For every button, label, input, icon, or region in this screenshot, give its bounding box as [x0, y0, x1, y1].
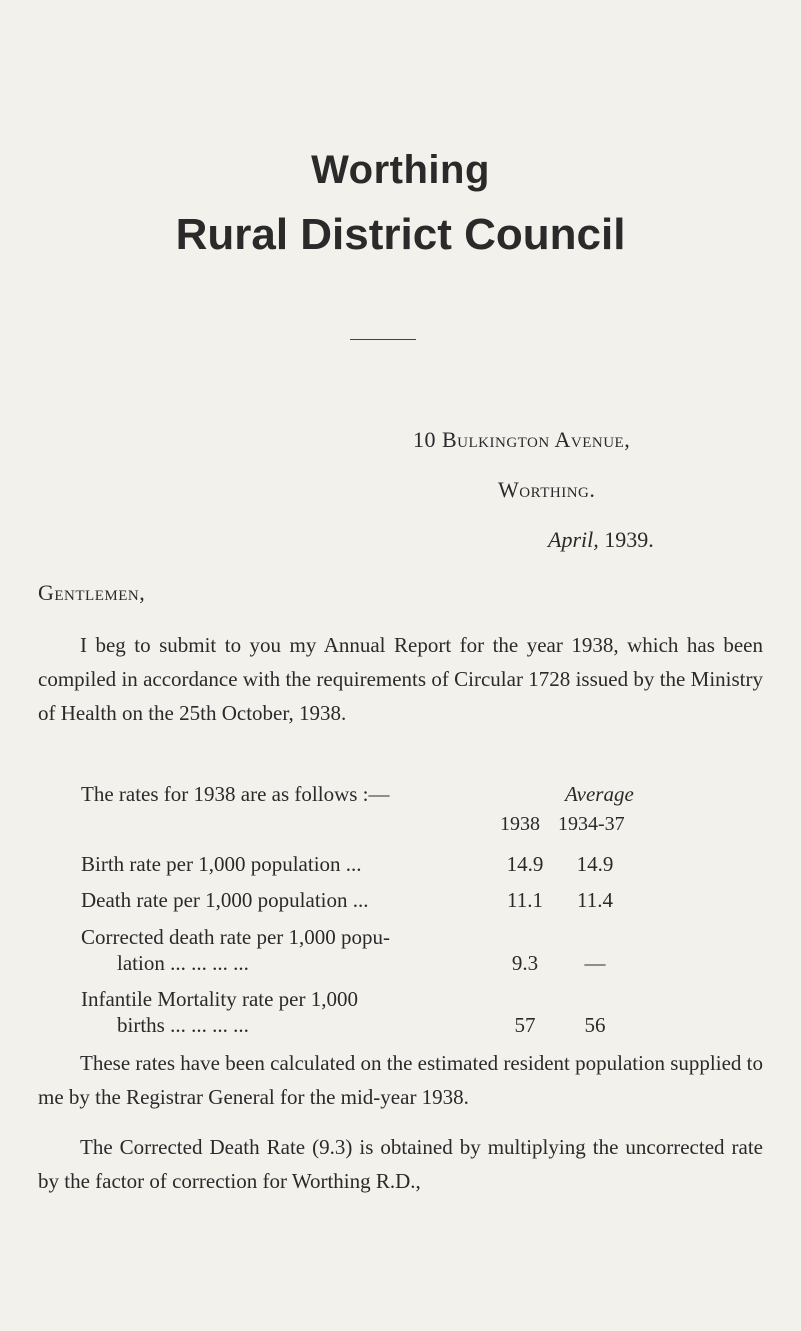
column-header-year: 1938 [500, 813, 540, 835]
column-header-range: 1934-37 [558, 813, 625, 835]
column-header-average: Average [565, 782, 634, 806]
rate-row-label: Birth rate per 1,000 population ... [81, 852, 362, 876]
rates-intro: The rates for 1938 are as follows :— [81, 782, 390, 806]
paragraph-intro: I beg to submit to you my Annual Report for the year 1938, which has been compiled in accordance with the requirements of Circular 1728 issued by the Ministry of Health on the 25th October, 1938. [38, 633, 763, 725]
date-month: April, [548, 527, 599, 552]
rate-row-average-value: — [584, 951, 606, 975]
council-title-rural-district: Rural District Council [175, 210, 626, 259]
date-year: 1939. [604, 527, 654, 552]
rate-row-average-value: 14.9 [576, 852, 614, 876]
rate-row-label: Corrected death rate per 1,000 popu- [81, 925, 391, 949]
letter-date [548, 527, 654, 553]
paragraph-corrected-rate: The Corrected Death Rate (9.3) is obtained by multiplying the uncorrected rate by the factor of correction for Worthing R.D., [38, 1135, 763, 1193]
rate-row-label: Infantile Mortality rate per 1,000 [81, 987, 358, 1011]
rate-row-1938-value: 14.9 [506, 852, 544, 876]
council-title-worthing: Worthing [311, 148, 490, 192]
rate-row-average-value: 11.4 [577, 888, 613, 912]
rate-row-label: Death rate per 1,000 population ... [81, 888, 369, 912]
rate-row-average-value: 56 [584, 1013, 606, 1037]
address-line-2: Worthing. [498, 477, 596, 502]
address-line-1: 10 Bulkington Avenue, [413, 427, 631, 452]
rate-row-1938-value: 11.1 [507, 888, 543, 912]
rate-row-label-continued: lation ... ... ... ... [117, 951, 249, 975]
greeting: Gentlemen, [38, 580, 146, 605]
rate-row-1938-value: 9.3 [511, 951, 539, 975]
divider [350, 339, 416, 340]
paragraph-rates-basis: These rates have been calculated on the estimated resident population supplied to me by the Registrar General for the mid-year 1938. [38, 1051, 763, 1109]
rate-row-1938-value: 57 [514, 1013, 536, 1037]
rate-row-label-continued: births ... ... ... ... [117, 1013, 249, 1037]
